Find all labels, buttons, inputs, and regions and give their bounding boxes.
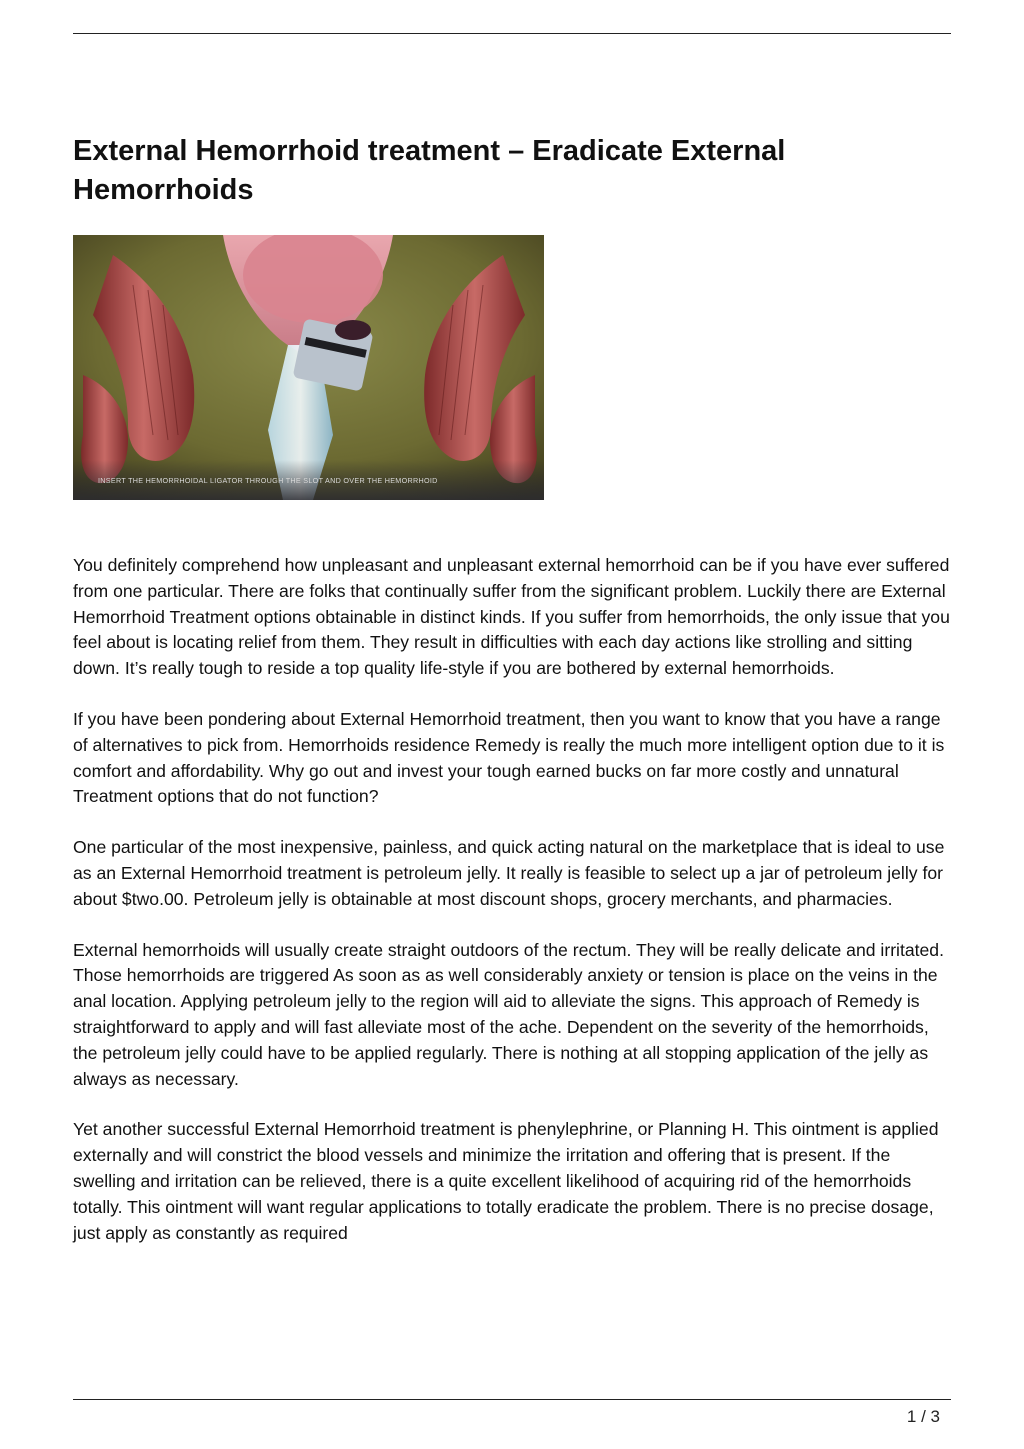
paragraph-2: If you have been pondering about External Hemorrhoid treatment, then you want to know that you have a range of alternatives to pick from. Hemorrhoids residence Remedy is really the much more intelligent option due to it is comfort and affordability. Why go out and invest your tough earned bucks on far more costly and unnatural Treatment options that do not function? <box>73 708 945 807</box>
paragraph-5: Yet another successful External Hemorrhoid treatment is phenylephrine, or Planning H. This ointment is applied externally and will constrict the blood vessels and minimize the irritation and offering that is present. If the swelling and irritation can be relieved, there is a quite excellent likelihood of acquiring rid of the hemorrhoids totally. This ointment will want regular applications to totally eradicate the problem. There is no precise dosage, just apply as constantly as required <box>73 1119 939 1243</box>
top-rule <box>73 33 951 34</box>
medical-illustration <box>73 235 544 500</box>
paragraph-4: External hemorrhoids will usually create straight outdoors of the rectum. They will be really delicate and irritated. Those hemorrhoids are triggered As soon as as well considerably anxiety or tension is place on the veins in the anal location. Applying petroleum jelly to the region will aid to alleviate the signs. This approach of Remedy is straightforward to apply and will fast alleviate most of the ache. Dependent on the severity of the hemorrhoids, the petroleum jelly could have to be applied regularly. There is nothing at all stopping application of the jelly as always as necessary. <box>73 939 944 1089</box>
body-text <box>73 553 955 1271</box>
paragraph-3: One particular of the most inexpensive, painless, and quick acting natural on the marketplace that is ideal to use as an External Hemorrhoid treatment is petroleum jelly. It really is feasible to select up a jar of petroleum jelly for about $two.00. Petroleum jelly is obtainable at most discount shops, grocery merchants, and pharmacies. <box>73 837 945 909</box>
bottom-rule <box>73 1399 951 1400</box>
document-title: External Hemorrhoid treatment – Eradicate External Hemorrhoids <box>73 135 786 206</box>
paragraph-1: You definitely comprehend how unpleasant and unpleasant external hemorrhoid can be if you have ever suffered from one particular. There are folks that continually suffer from the significant problem. Luckily there are External Hemorrhoid Treatment options obtainable in distinct kinds. If you suffer from hemorrhoids, the only issue that you feel about is locating relief from them. They result in difficulties with each day actions like strolling and sitting down. It’s really tough to reside a top quality life-style if you are bothered by external hemorrhoids. <box>73 555 950 679</box>
figure-caption-overlay: INSERT THE HEMORRHOIDAL LIGATOR THROUGH THE SLOT AND OVER THE HEMORRHOID <box>98 476 438 485</box>
page-number: 1 / 3 <box>906 1407 940 1426</box>
